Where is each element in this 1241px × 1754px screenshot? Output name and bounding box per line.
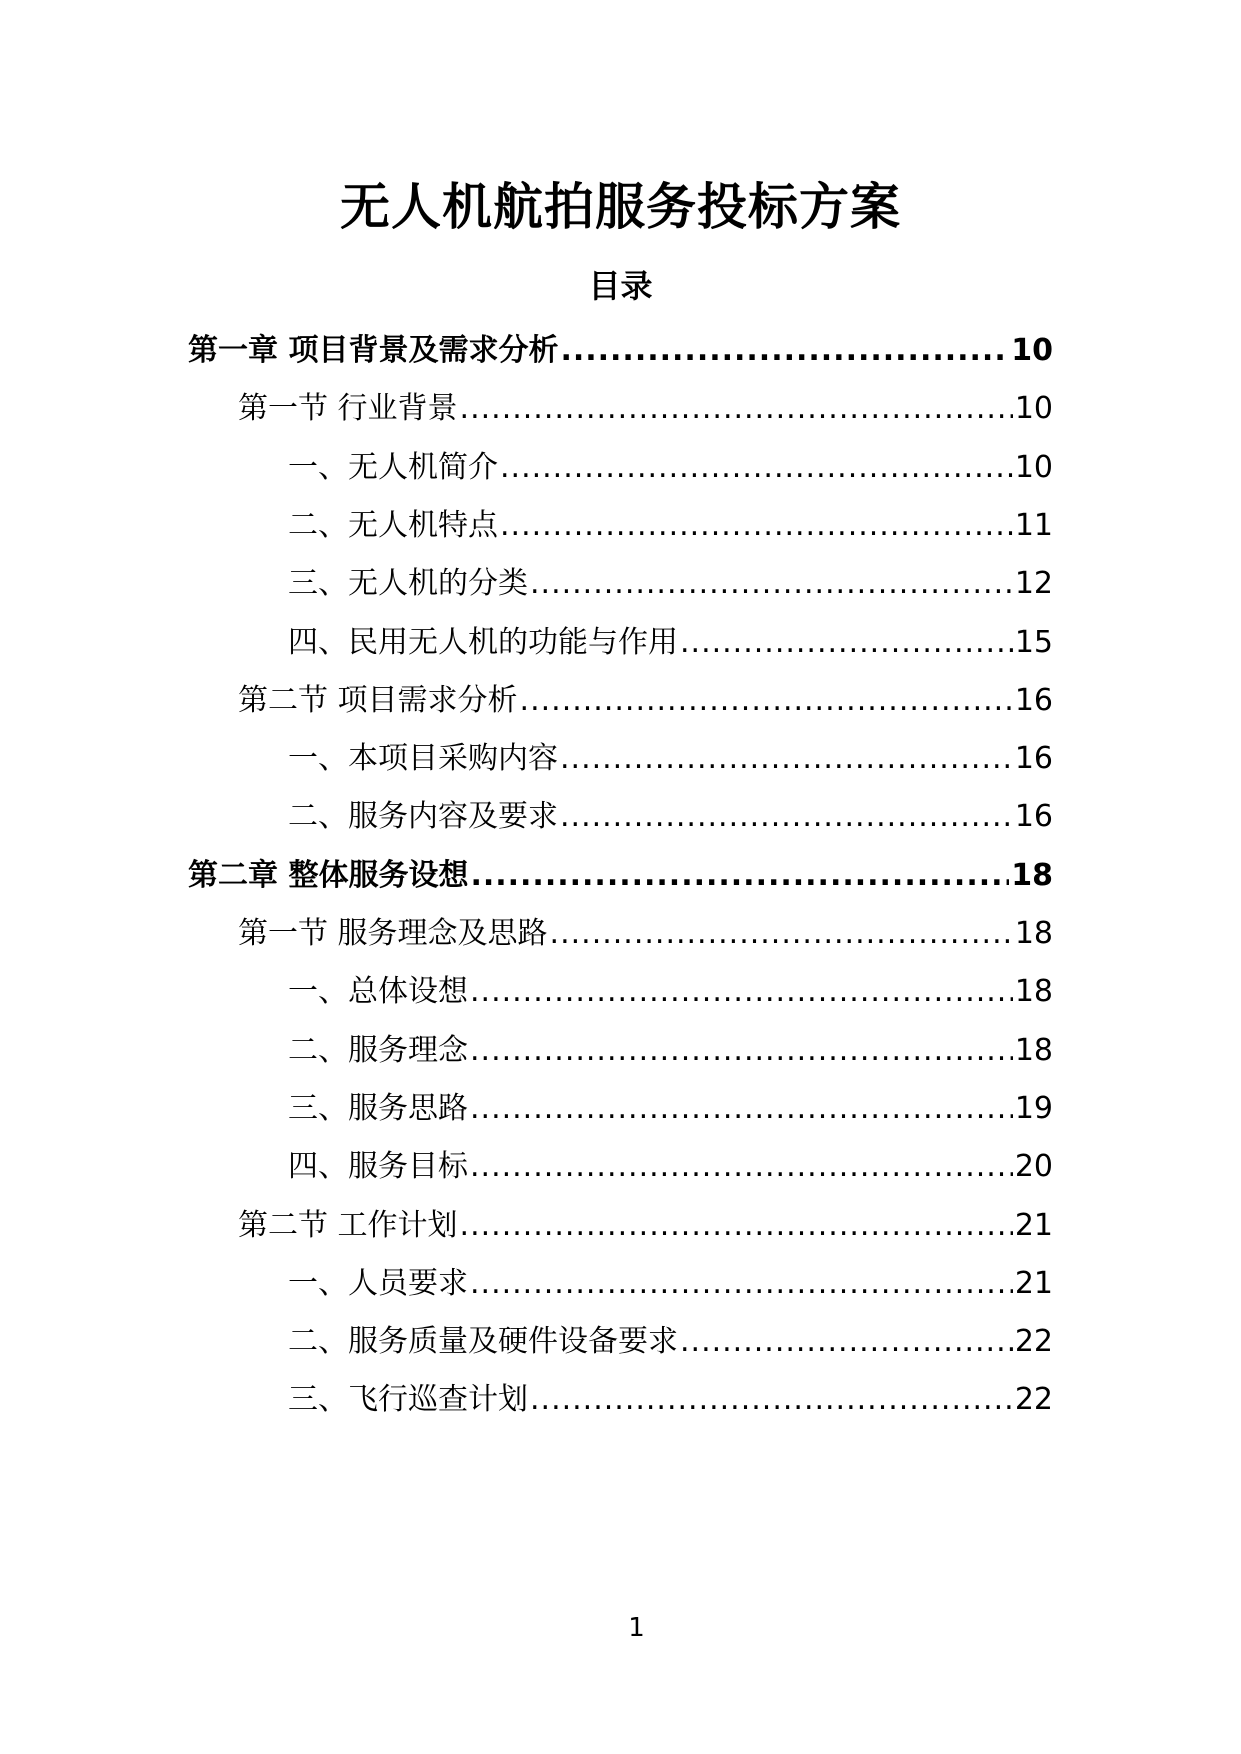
toc-entry-page-number: 18: [1014, 916, 1053, 951]
toc-chapter-entry[interactable]: [188, 326, 1053, 376]
toc-entry-page-number: 16: [1014, 682, 1053, 718]
toc-subsection-entry[interactable]: [288, 501, 1053, 551]
toc-entry-title: 第一节 行业背景: [238, 391, 458, 427]
toc-dot-leader: [530, 559, 1013, 609]
toc-entry-title: 四、民用无人机的功能与作用: [288, 624, 678, 660]
toc-entry-title: 第一章 项目背景及需求分析: [188, 333, 559, 368]
toc-entry-title: 第二节 工作计划: [238, 1207, 458, 1243]
toc-heading: 目录: [588, 267, 653, 305]
toc-dot-leader: [470, 851, 1009, 901]
toc-entry-page-number: 21: [1014, 1207, 1053, 1243]
toc-entry-page-number: 15: [1014, 624, 1053, 660]
toc-entry-title: 第二节 项目需求分析: [238, 682, 518, 718]
toc-entry-page-number: 22: [1014, 1324, 1053, 1360]
toc-subsection-entry[interactable]: [288, 1142, 1053, 1192]
toc-subsection-entry[interactable]: [288, 967, 1053, 1017]
toc-dot-leader: [470, 967, 1013, 1017]
toc-dot-leader: [500, 443, 1013, 493]
toc-entry-page-number: 18: [1014, 1032, 1053, 1068]
toc-dot-leader: [520, 676, 1013, 726]
toc-dot-leader: [550, 909, 1013, 959]
toc-entry-title: 二、服务质量及硬件设备要求: [288, 1324, 678, 1360]
toc-entry-page-number: 21: [1014, 1265, 1053, 1301]
toc-subsection-entry[interactable]: [288, 1317, 1053, 1367]
toc-entry-page-number: 10: [1011, 333, 1053, 368]
toc-subsection-entry[interactable]: [288, 618, 1053, 668]
toc-entry-page-number: 10: [1014, 391, 1053, 427]
toc-entry-page-number: 22: [1014, 1382, 1053, 1418]
toc-subsection-entry[interactable]: [288, 1259, 1053, 1309]
toc-dot-leader: [470, 1259, 1013, 1309]
toc-entry-title: 四、服务目标: [288, 1149, 468, 1185]
toc-subsection-entry[interactable]: [288, 1375, 1053, 1425]
toc-entry-title: 三、飞行巡查计划: [288, 1382, 528, 1418]
toc-dot-leader: [530, 1375, 1013, 1425]
toc-subsection-entry[interactable]: [288, 734, 1053, 784]
toc-entry-title: 一、人员要求: [288, 1265, 468, 1301]
toc-dot-leader: [680, 1317, 1013, 1367]
toc-entry-title: 第二章 整体服务设想: [188, 857, 469, 893]
toc-subsection-entry[interactable]: [288, 1084, 1053, 1134]
toc-entry-page-number: 12: [1014, 566, 1053, 602]
toc-dot-leader: [560, 792, 1013, 842]
toc-entry-page-number: 10: [1014, 449, 1053, 485]
toc-entry-page-number: 19: [1014, 1090, 1053, 1126]
toc-section-entry[interactable]: [238, 909, 1053, 959]
toc-section-entry[interactable]: [238, 1201, 1053, 1251]
toc-dot-leader: [460, 384, 1013, 434]
toc-section-entry[interactable]: [238, 676, 1053, 726]
toc-dot-leader: [460, 1201, 1013, 1251]
toc-dot-leader: [680, 618, 1013, 668]
toc-entry-title: 二、服务理念: [288, 1032, 468, 1068]
toc-entry-page-number: 16: [1014, 799, 1053, 835]
page-number: 1: [628, 1613, 645, 1643]
toc-dot-leader: [500, 501, 1013, 551]
toc-subsection-entry[interactable]: [288, 559, 1053, 609]
toc-entry-title: 二、服务内容及要求: [288, 799, 558, 835]
toc-entry-page-number: 20: [1014, 1149, 1053, 1185]
toc-subsection-entry[interactable]: [288, 1026, 1053, 1076]
toc-dot-leader: [470, 1084, 1013, 1134]
toc-dot-leader: [470, 1142, 1013, 1192]
toc-entry-title: 一、本项目采购内容: [288, 741, 558, 777]
toc-section-entry[interactable]: [238, 384, 1053, 434]
toc-dot-leader: [560, 734, 1013, 784]
toc-entry-page-number: 16: [1014, 741, 1053, 777]
toc-entry-title: 三、无人机的分类: [288, 566, 528, 602]
toc-entry-title: 三、服务思路: [288, 1090, 468, 1126]
toc-entry-page-number: 18: [1014, 974, 1053, 1010]
toc-entry-page-number: 11: [1014, 507, 1053, 543]
toc-subsection-entry[interactable]: [288, 443, 1053, 493]
toc-dot-leader: [560, 326, 1009, 376]
toc-dot-leader: [470, 1026, 1013, 1076]
toc-entry-page-number: 18: [1011, 857, 1053, 893]
toc-subsection-entry[interactable]: [288, 792, 1053, 842]
toc-entry-title: 一、总体设想: [288, 974, 468, 1010]
toc-entry-title: 二、无人机特点: [288, 507, 498, 543]
toc-chapter-entry[interactable]: [188, 851, 1053, 901]
toc-entry-title: 第一节 服务理念及思路: [238, 916, 548, 951]
toc-entry-title: 一、无人机简介: [288, 449, 498, 485]
document-title: 无人机航拍服务投标方案: [340, 178, 901, 236]
